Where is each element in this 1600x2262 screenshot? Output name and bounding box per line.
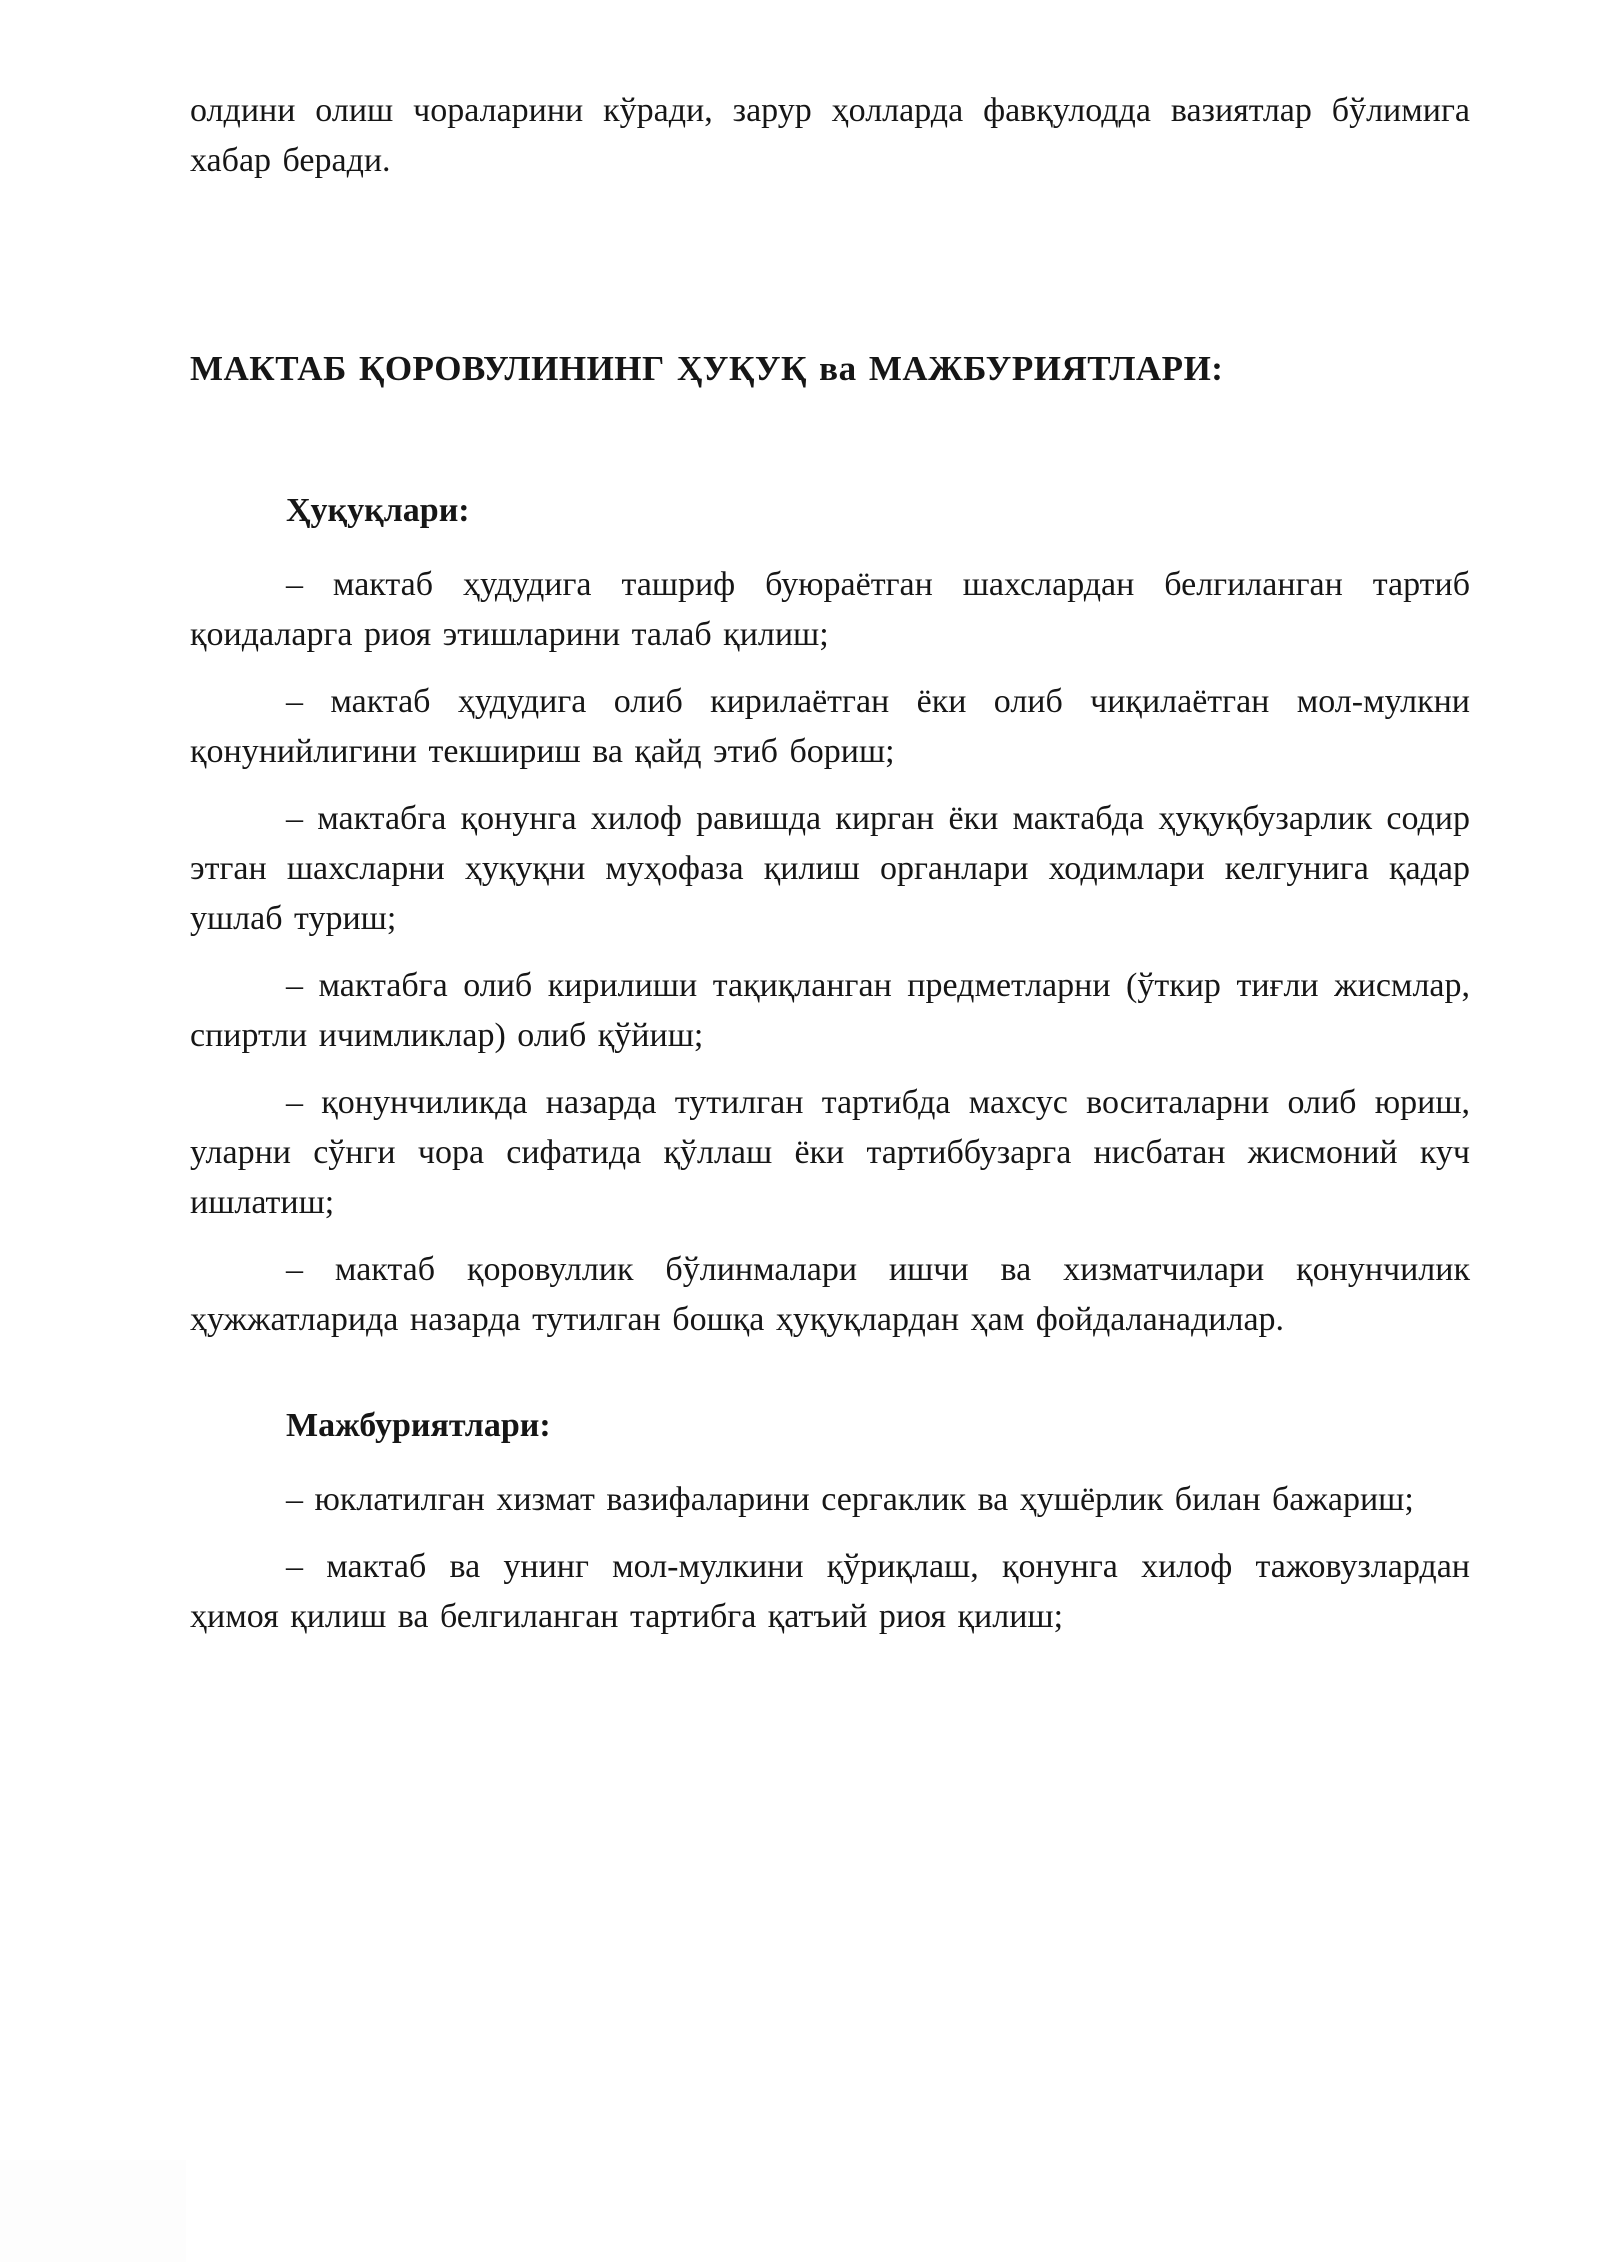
duties-list-item: – мактаб ва унинг мол-мулкини қўриқлаш, қонунга хилоф тажовузлардан ҳимоя қилиш ва белгиланган тартибга қатъий риоя қилиш; <box>190 1548 1470 1635</box>
rights-list-item: – қонунчиликда назарда тутилган тартибда махсус воситаларни олиб юриш, уларни сўнги чора сифатида қўллаш ёки тартиббузарга нисбатан жисмоний куч ишлатиш; <box>190 1084 1470 1221</box>
rights-list-item: – мактаб ҳудудига олиб кирилаётган ёки олиб чиқилаётган мол-мулкни қонунийлигини текшириш ва қайд этиб бориш; <box>190 683 1470 770</box>
main-heading: МАКТАБ ҚОРОВУЛИНИНГ ҲУҚУҚ ва МАЖБУРИЯТЛАРИ: <box>190 349 1224 388</box>
rights-list-item: – мактабга қонунга хилоф равишда кирган ёки мактабда ҳуқуқбузарлик содир этган шахсларни ҳуқуқни муҳофаза қилиш органлари ходимлари келгунига қадар ушлаб туриш; <box>190 800 1470 937</box>
subheading-rights: Ҳуқуқлари: <box>286 492 470 529</box>
rights-list-item: – мактаб қоровуллик бўлинмалари ишчи ва хизматчилари қонунчилик ҳужжатларида назарда тутилган бошқа ҳуқуқлардан ҳам фойдаланадилар. <box>190 1251 1470 1338</box>
intro-paragraph: олдини олиш чораларини кўради, зарур ҳолларда фавқулодда вазиятлар бўлимига хабар беради. <box>190 92 1470 179</box>
subheading-duties: Мажбуриятлари: <box>286 1407 551 1444</box>
rights-list-item: – мактаб ҳудудига ташриф буюраётган шахслардан белгиланган тартиб қоидаларга риоя этишларини талаб қилиш; <box>190 566 1470 653</box>
duties-list-item: – юклатилган хизмат вазифаларини сергаклик ва ҳушёрлик билан бажариш; <box>286 1481 1414 1518</box>
rights-list-item: – мактабга олиб кирилиши тақиқланган предметларни (ўткир тиғли жисмлар, спиртли ичимликлар) олиб қўйиш; <box>190 967 1470 1054</box>
